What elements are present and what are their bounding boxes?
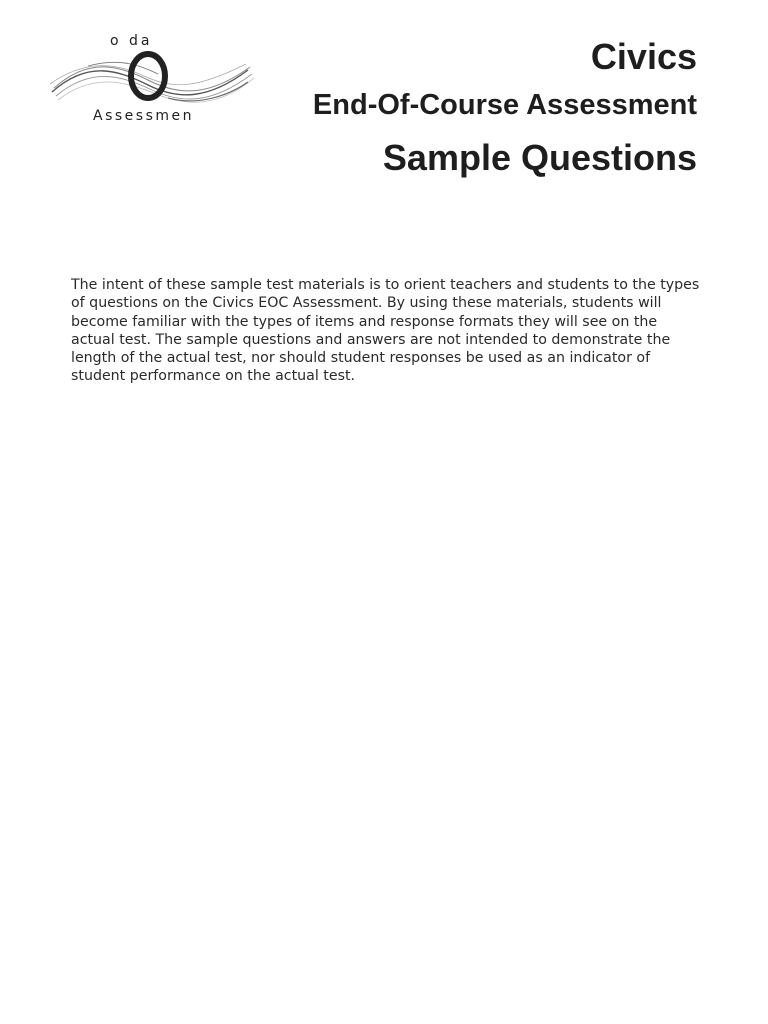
page-subtitle: End-Of-Course Assessment bbox=[312, 89, 697, 121]
logo-top-text: o da bbox=[110, 33, 153, 49]
assessment-logo bbox=[48, 30, 254, 130]
logo-bottom-text: Assessmen bbox=[93, 108, 194, 124]
page-heading: Sample Questions bbox=[382, 137, 697, 178]
title-block bbox=[313, 36, 697, 179]
intro-paragraph: The intent of these sample test materials is to orient teachers and students to the types of questions on the Civics EOC Assessment. By using these materials, students will become familiar with the types of items and response formats they will see on the actual test. The sample questions and answers are not intended to demonstrate the length of the actual test, nor should student responses be used as an indicator of student performance on the actual test. bbox=[71, 277, 700, 385]
page-title: Civics bbox=[590, 36, 697, 77]
